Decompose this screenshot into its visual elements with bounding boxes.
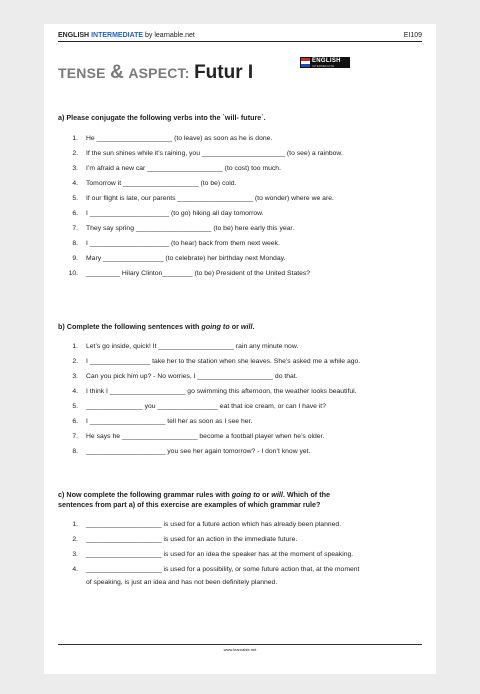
item-number: 4. <box>72 180 78 187</box>
item-text: I _____________________ (to go) hiking all day tomorrow. <box>86 210 264 217</box>
section-c-or: or <box>260 490 272 499</box>
item-number: 8. <box>72 448 78 455</box>
item-number: 6. <box>72 210 78 217</box>
item-text: Tomorrow it ____________________ (to be) cold. <box>86 180 237 187</box>
item-number: 4. <box>72 566 78 573</box>
section-a-heading: a) Please conjugate the following verbs into the `will- future`. <box>58 113 266 122</box>
item-text: of speaking, is just an idea and has not been definitely planned. <box>86 579 278 586</box>
item-number: 1. <box>72 135 78 142</box>
section-c-heading-end: . Which of the <box>282 490 330 499</box>
header-publisher: by learnable.net <box>145 32 195 39</box>
title-tense: TENSE <box>58 65 106 81</box>
title-aspect: ASPECT: <box>128 65 190 81</box>
header-intermediate: INTERMEDIATE <box>91 32 144 39</box>
page-header <box>58 32 422 42</box>
item-number: 4. <box>72 388 78 395</box>
item-text: Let’s go inside, quick! It ____________________ rain any minute now. <box>86 343 299 350</box>
item-number: 1. <box>72 343 78 350</box>
item-number: 2. <box>72 358 78 365</box>
item-text: _________ Hilary Clinton________ (to be) President of the United States? <box>86 270 311 277</box>
section-c-heading-line2: sentences from part a) of this exercise are examples of which grammar rule? <box>58 500 321 509</box>
header-english: ENGLISH <box>58 32 90 39</box>
item-number: 7. <box>72 433 78 440</box>
section-c-heading <box>58 490 423 510</box>
section-c-will: will <box>271 490 283 499</box>
item-text: Mary ________________ (to celebrate) her birthday next Monday. <box>86 255 286 262</box>
item-text: If our flight is late, our parents ____________________ (to wonder) where we are. <box>86 195 334 202</box>
section-b-going-to: going to <box>201 322 230 331</box>
item-number: 3. <box>72 165 78 172</box>
item-text: I’m afraid a new car ____________________ (to cost) too much. <box>86 165 281 172</box>
item-text: Can you pick him up? - No worries, I ____________________ do that. <box>86 373 298 380</box>
item-text: If the sun shines while it’s raining, you ______________________ (to see) a rainbow. <box>86 150 343 157</box>
item-number: 2. <box>72 150 78 157</box>
item-text: I _____________________ (to hear) back from them next week. <box>86 240 280 247</box>
item-text: ____________________ is used for an idea the speaker has at the moment of speaking. <box>86 551 354 558</box>
section-c-going-to: going to <box>231 490 261 499</box>
title-ampersand: & <box>110 62 124 83</box>
item-number: 5. <box>72 195 78 202</box>
item-number: 3. <box>72 551 78 558</box>
item-number: 9. <box>72 255 78 262</box>
section-b-period: . <box>252 322 255 331</box>
section-b-or: or <box>229 322 241 331</box>
flag-icon <box>301 58 310 67</box>
item-number: 10. <box>68 270 78 277</box>
item-text: ____________________ is used for a possibility, or some future action that, at the moment <box>86 566 360 573</box>
logo-text: ENGLISH <box>312 58 341 64</box>
item-text: ____________________ is used for a future action which has already been planned. <box>86 521 342 528</box>
section-b-will: will <box>240 322 253 331</box>
item-text: _____________________ you see her again tomorrow? - I don’t know yet. <box>86 448 311 455</box>
item-number: 2. <box>72 536 78 543</box>
item-text: _______________ you ________________ eat that ice cream, or can I have it? <box>86 403 326 410</box>
logo-subtext: INTERMEDIATE <box>312 64 335 68</box>
item-number: 1. <box>72 521 78 528</box>
item-text: ____________________ is used for an action in the immediate future. <box>86 536 298 543</box>
item-text: I ____________________ tell her as soon as I see her. <box>86 418 253 425</box>
section-b-heading <box>58 322 423 332</box>
header-code: EI109 <box>403 32 422 39</box>
english-intermediate-logo <box>300 57 350 68</box>
item-number: 8. <box>72 240 78 247</box>
item-text: They say spring ____________________ (to be) here early this year. <box>86 225 295 232</box>
section-c-heading-text: c) Now complete the following grammar rules with <box>58 490 232 499</box>
item-number: 6. <box>72 418 78 425</box>
item-number: 7. <box>72 225 78 232</box>
page-footer: www.learnable.net <box>58 644 422 652</box>
item-text: He ____________________ (to leave) as soon as he is done. <box>86 135 273 142</box>
worksheet-page <box>44 24 436 674</box>
item-text: I ________________ take her to the station when she leaves. She’s asked me a while ago. <box>86 358 361 365</box>
section-b-heading-text: b) Complete the following sentences with <box>58 322 202 331</box>
page-title <box>58 62 253 84</box>
title-futur: Futur I <box>194 62 254 83</box>
item-number: 5. <box>72 403 78 410</box>
item-number: 3. <box>72 373 78 380</box>
item-text: I think I ____________________ go swimming this afternoon, the weather looks beautiful. <box>86 388 357 395</box>
item-text: He says he ____________________ become a football player when he’s older. <box>86 433 325 440</box>
